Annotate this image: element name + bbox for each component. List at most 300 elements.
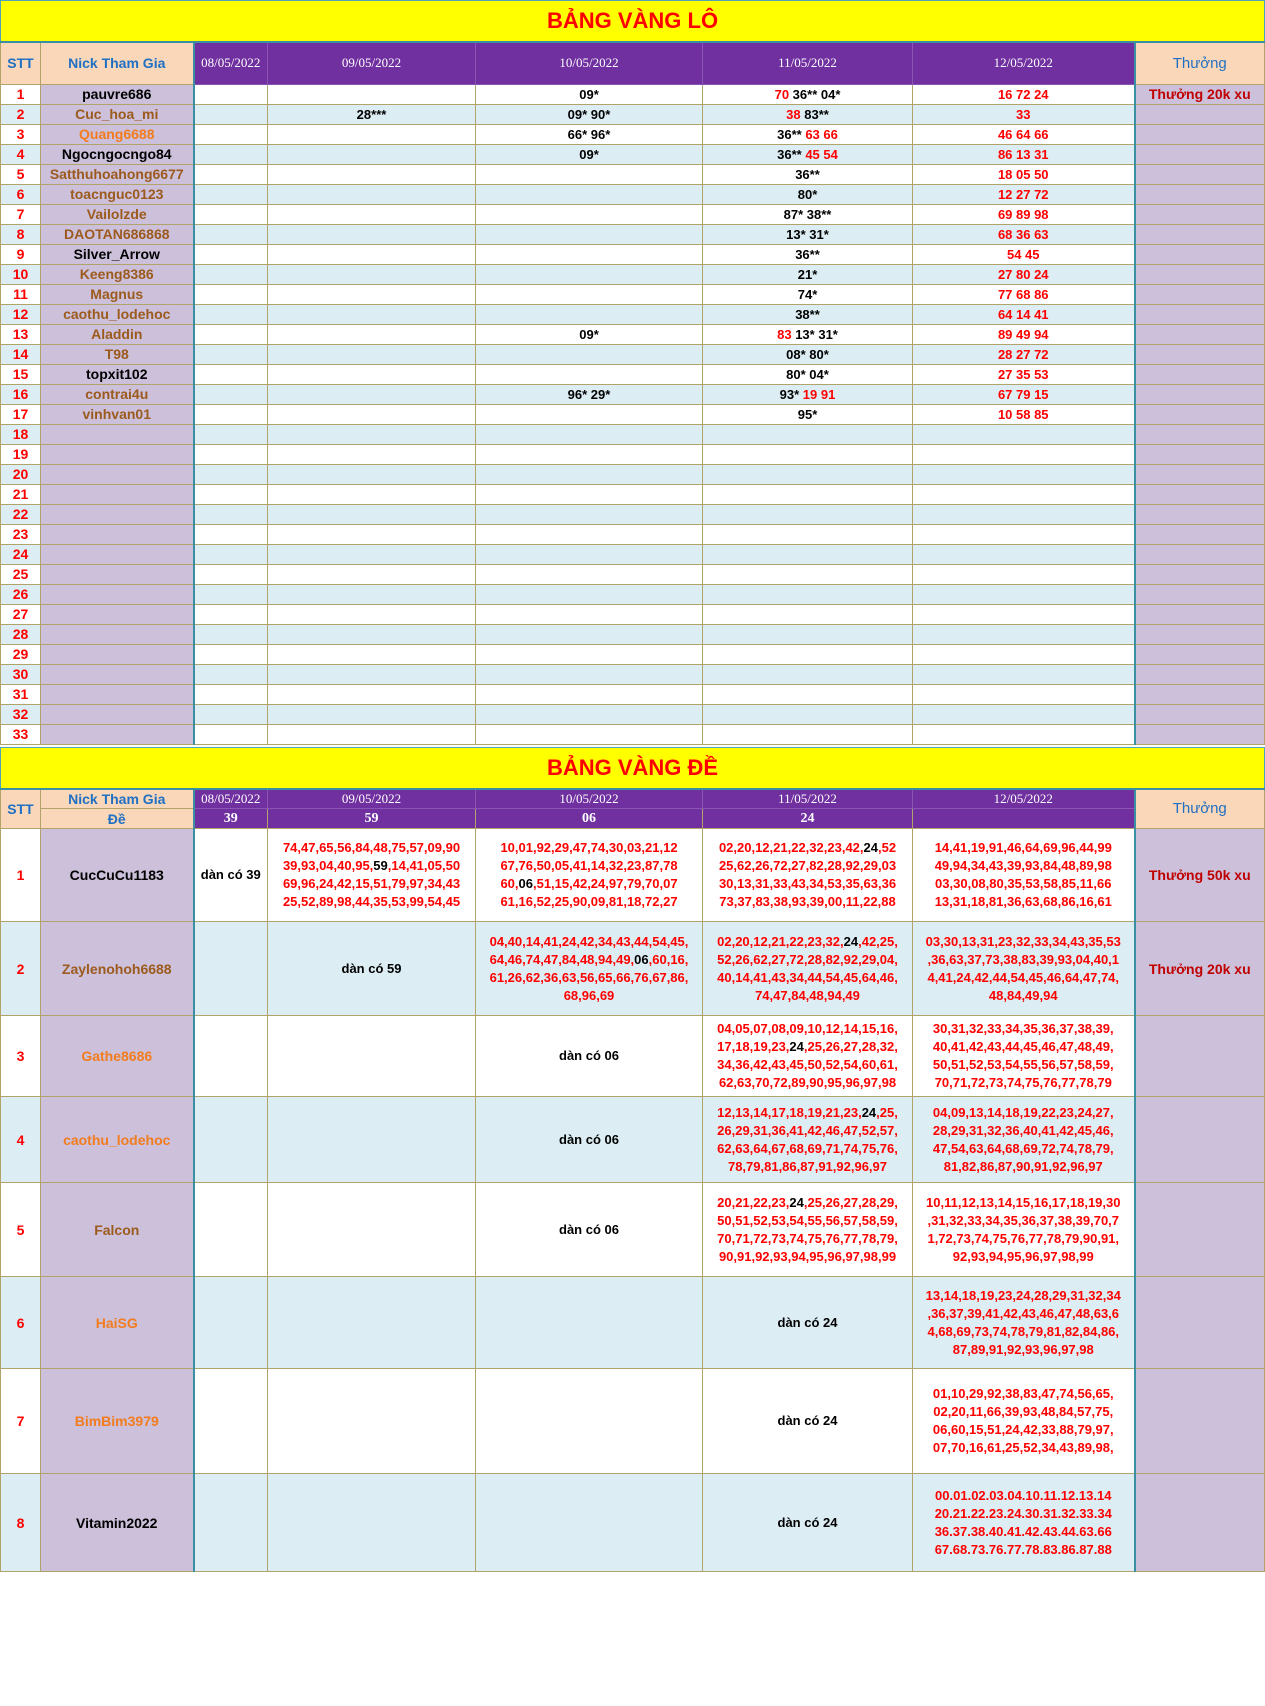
de-header-date: 10/05/2022: [476, 789, 703, 809]
cell-fragment: 80*: [797, 186, 818, 202]
date-cell-2: [268, 1369, 476, 1474]
date-cell-1: [194, 324, 268, 344]
date-cell-2: [268, 464, 476, 484]
cell-fragment: 74,47,65,56,84,48,75,57,09,90 39,93,04,40,95,: [282, 840, 461, 873]
cell-fragment: 83**: [800, 106, 829, 122]
cell-fragment: 09*: [579, 146, 599, 162]
row-number: 9: [1, 244, 41, 264]
row-number: 6: [1, 184, 41, 204]
lo-table-row: [1, 704, 1265, 724]
nick-name: caothu_lodehoc: [41, 304, 194, 324]
row-number: 12: [1, 304, 41, 324]
date-cell-2: [268, 324, 476, 344]
date-cell-5: [913, 224, 1135, 244]
nick-name: Cuc_hoa_mi: [41, 104, 194, 124]
prize-cell: [1135, 524, 1265, 544]
date-cell-3: [476, 464, 703, 484]
cell-fragment: 04,05,07,08,09,10,12,14,15,16, 17,18,19,23,: [717, 1021, 898, 1054]
de-result: 39: [194, 809, 268, 829]
cell-fragment: 01,10,29,92,38,83,47,74,56,65, 02,20,11,66,39,93,48,84,57,75, 06,60,15,51,24,42,33,88,79,97, 07,70,16,61,25,52,34,43,89,98,: [932, 1386, 1114, 1455]
date-cell-4: [703, 424, 913, 444]
date-cell-2: [268, 584, 476, 604]
date-cell-4: [703, 444, 913, 464]
date-cell-1: [194, 264, 268, 284]
date-cell-5: [913, 664, 1135, 684]
cell-fragment: 12,13,14,17,18,19,21,23,: [717, 1104, 862, 1120]
cell-fragment: 80* 04*: [786, 366, 829, 382]
date-cell-1: [194, 144, 268, 164]
lo-body: [1, 84, 1265, 744]
lo-table-row: [1, 684, 1265, 704]
date-cell-3: [476, 544, 703, 564]
lo-header-date: 08/05/2022: [194, 42, 268, 84]
date-cell-1: [194, 604, 268, 624]
cell-fragment: 09* 90*: [567, 106, 611, 122]
date-cell-4: [703, 164, 913, 184]
row-number: 27: [1, 604, 41, 624]
cell-fragment: 20,21,22,23,: [717, 1194, 790, 1210]
date-cell-1: [194, 1183, 268, 1277]
cell-fragment: dàn có 24: [777, 1314, 838, 1330]
prize-cell: [1135, 1097, 1265, 1183]
cell-fragment: dàn có 24: [777, 1514, 838, 1530]
cell-fragment: 21*: [797, 266, 818, 282]
cell-fragment: 12 27 72: [997, 186, 1049, 202]
cell-fragment: 27 35 53: [997, 366, 1049, 382]
prize-cell: [1135, 704, 1265, 724]
date-cell-1: [194, 244, 268, 264]
de-header-prize: Thưởng: [1135, 789, 1265, 829]
de-table-row: [1, 1277, 1265, 1369]
cell-fragment: ,60,16, 61,26,62,36,63,56,65,66,76,67,86, 68,96,69: [489, 951, 689, 1003]
cell-fragment: 63 66: [805, 126, 838, 142]
date-cell-3: [476, 624, 703, 644]
row-number: 29: [1, 644, 41, 664]
prize-cell: [1135, 284, 1265, 304]
lo-table-row: [1, 264, 1265, 284]
lo-table-row: [1, 624, 1265, 644]
date-cell-2: [268, 84, 476, 104]
date-cell-5: [913, 164, 1135, 184]
date-cell-3: [476, 1016, 703, 1097]
date-cell-5: [913, 344, 1135, 364]
lo-table: [0, 0, 1265, 745]
date-cell-2: [268, 1183, 476, 1277]
nick-name: Zaylenohoh6688: [41, 922, 194, 1016]
row-number: 31: [1, 684, 41, 704]
date-cell-1: [194, 1016, 268, 1097]
date-cell-5: [913, 544, 1135, 564]
date-cell-3: [476, 284, 703, 304]
cell-fragment: 54 45: [1006, 246, 1040, 262]
lo-table-row: [1, 344, 1265, 364]
cell-fragment: 59: [373, 858, 388, 873]
cell-fragment: 10,01,92,29,47,74,30,03,21,12 67,76,50,05,41,14,32,23,87,78 60,: [500, 840, 678, 891]
cell-fragment: 83: [777, 326, 792, 342]
nick-name: HaiSG: [41, 1277, 194, 1369]
cell-fragment: 36** 04*: [789, 86, 841, 102]
cell-fragment: 74*: [797, 286, 818, 302]
date-cell-5: [913, 564, 1135, 584]
lo-table-row: [1, 244, 1265, 264]
nick-name: Vitamin2022: [41, 1474, 194, 1572]
nick-name: [41, 624, 194, 644]
nick-name: Falcon: [41, 1183, 194, 1277]
date-cell-1: [194, 684, 268, 704]
date-cell-4: [703, 284, 913, 304]
date-cell-4: [703, 684, 913, 704]
date-cell-5: [913, 684, 1135, 704]
prize-cell: [1135, 644, 1265, 664]
date-cell-1: [194, 344, 268, 364]
de-header-date: 09/05/2022: [268, 789, 476, 809]
date-cell-2: [268, 504, 476, 524]
date-cell-5: [913, 624, 1135, 644]
date-cell-3: [476, 1369, 703, 1474]
cell-fragment: 00.01.02.03.04.10.11.12.13.14 20.21.22.23.24.30.31.32.33.34 36.37.38.40.41.42.43.44.63.66 67.68.73.76.77.78.83.86.87.88: [934, 1487, 1112, 1557]
date-cell-5: [913, 324, 1135, 344]
date-cell-1: [194, 384, 268, 404]
date-cell-2: [268, 264, 476, 284]
date-cell-2: [268, 344, 476, 364]
de-result: 24: [703, 809, 913, 829]
row-number: 2: [1, 104, 41, 124]
date-cell-3: [476, 664, 703, 684]
date-cell-5: [913, 84, 1135, 104]
cell-fragment: 30,31,32,33,34,35,36,37,38,39, 40,41,42,43,44,45,46,47,48,49, 50,51,52,53,54,55,56,57,58,59, 70,71,72,73,74,75,76,77,78,79: [932, 1021, 1114, 1090]
date-cell-2: [268, 284, 476, 304]
cell-fragment: 70: [774, 86, 790, 102]
date-cell-1: [194, 404, 268, 424]
date-cell-4: [703, 544, 913, 564]
date-cell-4: [703, 1369, 913, 1474]
prize-cell: [1135, 224, 1265, 244]
cell-fragment: dàn có 06: [559, 1221, 619, 1237]
row-number: 22: [1, 504, 41, 524]
row-number: 17: [1, 404, 41, 424]
date-cell-2: [268, 524, 476, 544]
nick-name: [41, 524, 194, 544]
row-number: 15: [1, 364, 41, 384]
cell-fragment: 24: [863, 840, 878, 855]
date-cell-2: [268, 1277, 476, 1369]
row-number: 19: [1, 444, 41, 464]
date-cell-1: [194, 724, 268, 744]
date-cell-2: [268, 164, 476, 184]
cell-fragment: 14,41,19,91,46,64,69,96,44,99 49,94,34,43,39,93,84,48,89,98 03,30,08,80,35,53,58,85,11,66 13,31,18,81,36,63,68,86,16,61: [934, 840, 1112, 909]
date-cell-3: [476, 184, 703, 204]
date-cell-4: [703, 1277, 913, 1369]
cell-fragment: 36**: [777, 126, 806, 142]
date-cell-4: [703, 564, 913, 584]
prize-cell: [1135, 1277, 1265, 1369]
nick-name: Ngocngocngo84: [41, 144, 194, 164]
row-number: 4: [1, 144, 41, 164]
date-cell-4: [703, 344, 913, 364]
prize-cell: [1135, 1183, 1265, 1277]
date-cell-3: [476, 604, 703, 624]
cell-fragment: 06: [634, 951, 649, 967]
cell-fragment: 13,14,18,19,23,24,28,29,31,32,34 ,36,37,39,41,42,43,46,47,48,63,6 4,68,69,73,74,78,79,81,82,84,86, 87,89,91,92,93,96,97,98: [925, 1287, 1121, 1357]
nick-name: Silver_Arrow: [41, 244, 194, 264]
cell-fragment: 04,40,14,41,24,42,34,43,44,54,45, 64,46,74,47,84,48,94,49,: [489, 933, 689, 967]
date-cell-3: [476, 484, 703, 504]
de-table-row: [1, 1369, 1265, 1474]
row-number: 6: [1, 1277, 41, 1369]
date-cell-5: [913, 604, 1135, 624]
cell-fragment: 64 14 41: [997, 306, 1049, 322]
cell-fragment: 13* 31*: [786, 226, 829, 242]
date-cell-1: [194, 584, 268, 604]
date-cell-3: [476, 584, 703, 604]
cell-fragment: dàn có 24: [777, 1413, 838, 1428]
cell-fragment: 13* 31*: [791, 326, 838, 342]
lo-header-date: 11/05/2022: [703, 42, 913, 84]
date-cell-1: [194, 644, 268, 664]
lo-table-row: [1, 164, 1265, 184]
cell-fragment: 04,09,13,14,18,19,22,23,24,27, 28,29,31,32,36,40,41,42,45,46, 47,54,63,64,68,69,72,74,78,79, 81,82,86,87,90,91,92,96,97: [932, 1104, 1114, 1174]
lo-header-prize: Thưởng: [1135, 42, 1265, 84]
cell-fragment: 03,30,13,31,23,32,33,34,43,35,53 ,36,63,37,73,38,83,39,93,04,40,1 4,41,24,42,44,54,45,46,64,47,74, 48,84,49,94: [925, 933, 1121, 1003]
cell-fragment: 06: [518, 876, 533, 891]
prize-cell: [1135, 404, 1265, 424]
cell-fragment: dàn có 59: [341, 960, 402, 976]
prize-cell: [1135, 104, 1265, 124]
date-cell-4: [703, 1097, 913, 1183]
lo-table-row: [1, 84, 1265, 104]
date-cell-3: [476, 724, 703, 744]
cell-fragment: 33: [1016, 106, 1031, 122]
cell-fragment: 02,20,12,21,22,23,32,: [717, 933, 844, 949]
date-cell-5: [913, 704, 1135, 724]
date-cell-2: [268, 244, 476, 264]
date-cell-5: [913, 1369, 1135, 1474]
cell-fragment: ,14,41,05,50 69,96,24,42,15,51,79,97,34,43 25,52,89,98,44,35,53,99,54,45: [282, 858, 461, 909]
date-cell-2: [268, 144, 476, 164]
date-cell-4: [703, 1474, 913, 1572]
date-cell-1: [194, 164, 268, 184]
lo-table-row: [1, 404, 1265, 424]
de-result: 06: [476, 809, 703, 829]
date-cell-1: [194, 524, 268, 544]
de-table-row: [1, 922, 1265, 1016]
lo-table-row: [1, 524, 1265, 544]
de-header-nick: Nick Tham Gia: [41, 789, 194, 809]
date-cell-3: [476, 364, 703, 384]
row-number: 1: [1, 829, 41, 922]
prize-cell: [1135, 1474, 1265, 1572]
row-number: 7: [1, 1369, 41, 1474]
de-header-date: 08/05/2022: [194, 789, 268, 809]
prize-cell: [1135, 484, 1265, 504]
date-cell-2: [268, 224, 476, 244]
date-cell-4: [703, 244, 913, 264]
date-cell-3: [476, 344, 703, 364]
row-number: 10: [1, 264, 41, 284]
row-number: 18: [1, 424, 41, 444]
date-cell-5: [913, 1183, 1135, 1277]
nick-name: Aladdin: [41, 324, 194, 344]
date-cell-4: [703, 484, 913, 504]
prize-cell: [1135, 384, 1265, 404]
cell-fragment: ,25, 26,29,31,36,41,42,46,47,52,57, 62,63,64,67,68,69,71,74,75,76, 78,79,81,86,87,91,92,96,97: [717, 1104, 898, 1174]
date-cell-5: [913, 364, 1135, 384]
cell-fragment: 36**: [795, 246, 820, 262]
cell-fragment: 86 13 31: [997, 146, 1049, 162]
cell-fragment: 28 27 72: [997, 346, 1049, 362]
cell-fragment: 67 79 15: [997, 386, 1049, 402]
nick-name: [41, 704, 194, 724]
date-cell-1: [194, 829, 268, 922]
date-cell-3: [476, 304, 703, 324]
cell-fragment: 09*: [579, 326, 599, 342]
date-cell-3: [476, 124, 703, 144]
cell-fragment: ,25,26,27,28,29, 50,51,52,53,54,55,56,57,58,59, 70,71,72,73,74,75,76,77,78,79, 90,91,92,93,94,95,96,97,98,99: [717, 1194, 898, 1264]
date-cell-5: [913, 524, 1135, 544]
row-number: 32: [1, 704, 41, 724]
date-cell-1: [194, 1277, 268, 1369]
cell-fragment: 18 05 50: [997, 166, 1049, 182]
cell-fragment: ,42,25, 52,26,62,27,72,28,82,92,29,04, 40,14,41,43,34,44,54,45,64,46, 74,47,84,48,94,49: [717, 933, 898, 1003]
row-number: 8: [1, 224, 41, 244]
lo-table-row: [1, 384, 1265, 404]
lo-table-row: [1, 484, 1265, 504]
date-cell-3: [476, 204, 703, 224]
de-header-stt: STT: [1, 789, 41, 829]
nick-name: [41, 564, 194, 584]
cell-fragment: ,52 25,62,26,72,27,82,28,92,29,03 30,13,31,33,43,34,53,35,63,36 73,37,83,38,93,39,00,11,22,88: [718, 840, 897, 909]
nick-name: [41, 584, 194, 604]
date-cell-3: [476, 84, 703, 104]
lo-table-row: [1, 564, 1265, 584]
date-cell-1: [194, 84, 268, 104]
date-cell-2: [268, 184, 476, 204]
date-cell-5: [913, 384, 1135, 404]
date-cell-5: [913, 922, 1135, 1016]
prize-cell: [1135, 204, 1265, 224]
nick-name: [41, 604, 194, 624]
date-cell-1: [194, 1369, 268, 1474]
lo-table-row: [1, 124, 1265, 144]
lo-header-stt: STT: [1, 42, 41, 84]
nick-name: [41, 664, 194, 684]
date-cell-2: [268, 304, 476, 324]
date-cell-4: [703, 829, 913, 922]
nick-name: T98: [41, 344, 194, 364]
date-cell-2: [268, 364, 476, 384]
date-cell-3: [476, 404, 703, 424]
cell-fragment: 45 54: [805, 146, 838, 162]
de-table: [0, 747, 1265, 1573]
date-cell-2: [268, 1474, 476, 1572]
date-cell-1: [194, 184, 268, 204]
date-cell-3: [476, 144, 703, 164]
cell-fragment: 38: [786, 106, 801, 122]
date-cell-5: [913, 644, 1135, 664]
row-number: 26: [1, 584, 41, 604]
prize-cell: [1135, 184, 1265, 204]
date-cell-4: [703, 304, 913, 324]
date-cell-1: [194, 484, 268, 504]
cell-fragment: 09*: [579, 86, 599, 102]
cell-fragment: 93*: [779, 386, 803, 402]
de-table-row: [1, 1474, 1265, 1572]
nick-name: [41, 504, 194, 524]
date-cell-2: [268, 204, 476, 224]
nick-name: Magnus: [41, 284, 194, 304]
date-cell-1: [194, 704, 268, 724]
date-cell-3: [476, 444, 703, 464]
date-cell-1: [194, 1097, 268, 1183]
date-cell-4: [703, 664, 913, 684]
prize-cell: [1135, 724, 1265, 744]
date-cell-5: [913, 284, 1135, 304]
date-cell-2: [268, 124, 476, 144]
date-cell-5: [913, 264, 1135, 284]
de-header-date: 11/05/2022: [703, 789, 913, 809]
date-cell-1: [194, 284, 268, 304]
date-cell-3: [476, 264, 703, 284]
de-title: BẢNG VÀNG ĐỀ: [1, 747, 1265, 789]
cell-fragment: dàn có 39: [200, 867, 261, 882]
cell-fragment: dàn có 06: [559, 1131, 619, 1147]
prize-cell: Thưởng 50k xu: [1135, 829, 1265, 922]
date-cell-2: [268, 404, 476, 424]
prize-cell: [1135, 544, 1265, 564]
date-cell-4: [703, 644, 913, 664]
lo-table-row: [1, 424, 1265, 444]
cell-fragment: 24: [789, 1039, 804, 1054]
cell-fragment: dàn có 06: [559, 1048, 619, 1063]
date-cell-3: [476, 922, 703, 1016]
nick-name: Vailolzde: [41, 204, 194, 224]
date-cell-3: [476, 684, 703, 704]
date-cell-3: [476, 704, 703, 724]
date-cell-2: [268, 922, 476, 1016]
lo-table-row: [1, 104, 1265, 124]
nick-name: [41, 644, 194, 664]
date-cell-5: [913, 1474, 1135, 1572]
date-cell-2: [268, 829, 476, 922]
cell-fragment: 36**: [795, 166, 820, 182]
row-number: 14: [1, 344, 41, 364]
date-cell-5: [913, 124, 1135, 144]
date-cell-4: [703, 704, 913, 724]
date-cell-5: [913, 424, 1135, 444]
prize-cell: [1135, 324, 1265, 344]
lo-table-row: [1, 184, 1265, 204]
lo-table-row: [1, 224, 1265, 244]
cell-fragment: 66* 96*: [567, 126, 611, 142]
date-cell-1: [194, 104, 268, 124]
date-cell-4: [703, 124, 913, 144]
date-cell-1: [194, 664, 268, 684]
cell-fragment: 10 58 85: [997, 406, 1049, 422]
row-number: 1: [1, 84, 41, 104]
cell-fragment: 24: [789, 1194, 804, 1210]
date-cell-3: [476, 564, 703, 584]
date-cell-4: [703, 724, 913, 744]
de-header-de-label: Đề: [41, 809, 194, 829]
row-number: 23: [1, 524, 41, 544]
date-cell-1: [194, 204, 268, 224]
lo-table-row: [1, 444, 1265, 464]
cell-fragment: 68 36 63: [997, 226, 1049, 242]
lo-table-row: [1, 464, 1265, 484]
cell-fragment: 24: [843, 933, 859, 949]
date-cell-2: [268, 424, 476, 444]
cell-fragment: 08* 80*: [786, 346, 829, 362]
